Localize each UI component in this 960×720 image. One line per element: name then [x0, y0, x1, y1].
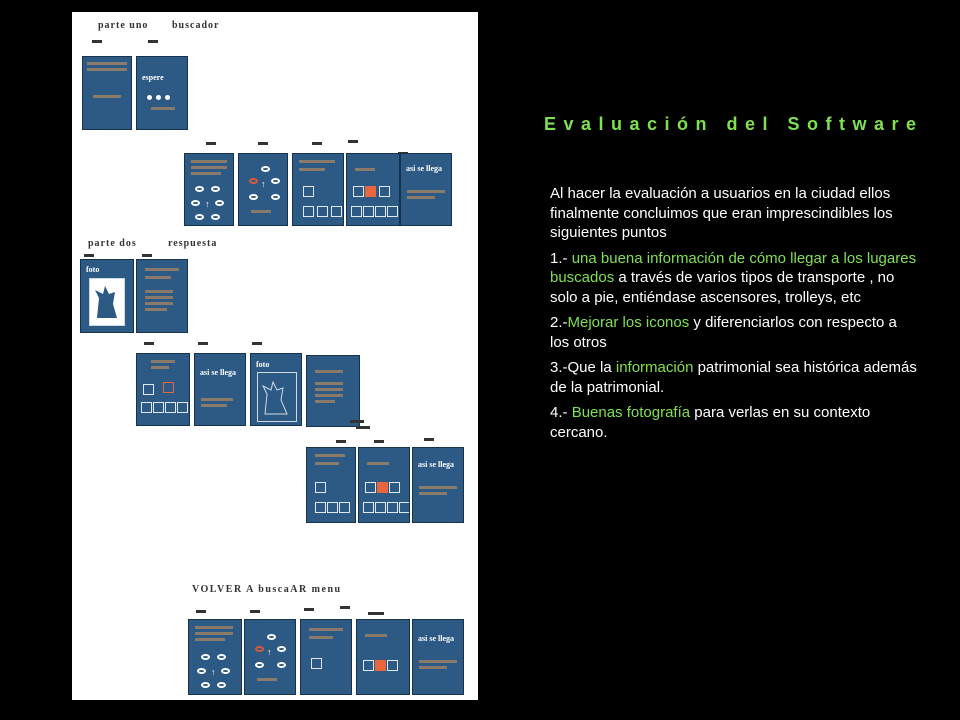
connector-dash	[258, 142, 268, 145]
connector-dash	[374, 440, 384, 443]
connector-dash	[336, 440, 346, 443]
screen-map-selected-4	[356, 619, 410, 695]
point-4-highlight: Buenas fotografía	[571, 404, 691, 421]
connector-dash	[424, 438, 434, 441]
screen-map-selected-3	[358, 447, 410, 523]
screen-foto-2	[250, 353, 302, 426]
point-1-rest: a través de varios tipos de transporte , no solo a pie, entiéndase ascensores, trolleys, etc	[550, 269, 895, 306]
point-1	[550, 249, 920, 308]
connector-dash	[350, 420, 364, 423]
point-4	[550, 403, 920, 442]
screen-asi-se-llega-3	[412, 447, 464, 523]
screen-foto-2-label: foto	[256, 360, 270, 369]
connector-dash	[144, 342, 154, 345]
connector-dash	[312, 142, 322, 145]
screen-asi-se-llega	[400, 153, 452, 226]
slide-body	[550, 184, 920, 448]
point-4-rest: para verlas en su contexto cercano.	[550, 404, 871, 441]
photo-figure-icon	[261, 380, 289, 416]
label-buscador: buscador	[172, 20, 220, 31]
connector-dash	[196, 610, 206, 613]
screen-icons-list-2: ↑	[188, 619, 242, 695]
screen-espere-label: espere	[142, 73, 164, 82]
point-3-rest: patrimonial sea histórica además de la patrimonial.	[550, 359, 917, 396]
point-3	[550, 358, 920, 397]
connector-dash	[252, 342, 262, 345]
slide-title: Evaluación del Software	[544, 114, 924, 134]
connector-dash	[206, 142, 216, 145]
screen-foto	[80, 259, 134, 333]
point-2	[550, 313, 920, 352]
screen-asi-se-llega-3-label: asi se llega	[418, 460, 454, 469]
point-1-prefix: 1.-	[550, 249, 572, 267]
connector-dash	[250, 610, 260, 613]
point-3-highlight: información	[615, 359, 694, 376]
screen-map-grid-2	[136, 353, 190, 426]
connector-dash	[92, 40, 102, 43]
connector-dash	[84, 254, 94, 257]
screen-icons-selected: ↑	[238, 153, 288, 226]
label-respuesta: respuesta	[168, 238, 218, 249]
screen-respuesta-text	[136, 259, 188, 333]
intro-paragraph: Al hacer la evaluación a usuarios en la ciudad ellos finalmente concluimos que eran imprescindibles los siguientes puntos	[550, 185, 893, 241]
connector-dash	[356, 426, 370, 429]
screen-info-text	[306, 355, 360, 427]
screen-map-selected	[346, 153, 400, 226]
point-3-prefix: 3.-Que la	[550, 359, 616, 376]
screen-espere	[136, 56, 188, 130]
connector-dash	[198, 342, 208, 345]
point-2-prefix: 2.-	[550, 314, 568, 331]
flow-diagram-panel	[72, 12, 478, 700]
point-1-highlight: una buena información de cómo llegar a los lugares buscados	[550, 249, 917, 286]
label-volver-menu: VOLVER A buscaAR menu	[192, 584, 342, 595]
screen-menu	[82, 56, 132, 130]
connector-dash	[368, 612, 384, 615]
connector-dash	[148, 40, 158, 43]
point-4-prefix: 4.-	[550, 404, 572, 421]
label-parte-dos: parte dos	[88, 238, 137, 249]
screen-map-grid-4	[300, 619, 352, 695]
screen-map-grid	[292, 153, 344, 226]
screen-asi-se-llega-4	[412, 619, 464, 695]
label-parte-uno: parte uno	[98, 20, 149, 31]
point-2-highlight: Mejorar los iconos	[567, 314, 690, 331]
connector-dash	[348, 140, 358, 143]
screen-asi-se-llega-4-label: asi se llega	[418, 634, 454, 643]
screen-asi-se-llega-label: asi se llega	[406, 164, 442, 173]
photo-figure-icon	[93, 284, 119, 320]
screen-map-grid-3	[306, 447, 356, 523]
screen-asi-se-llega-2-label: asi se llega	[200, 368, 236, 377]
point-2-rest: y diferenciarlos con respecto a los otros	[550, 314, 897, 351]
screen-icons-list: ↑	[184, 153, 234, 226]
connector-dash	[304, 608, 314, 611]
screen-asi-se-llega-2	[194, 353, 246, 426]
screen-icons-selected-2: ↑	[244, 619, 296, 695]
connector-dash	[142, 254, 152, 257]
connector-dash	[340, 606, 350, 609]
screen-foto-label: foto	[86, 265, 100, 274]
